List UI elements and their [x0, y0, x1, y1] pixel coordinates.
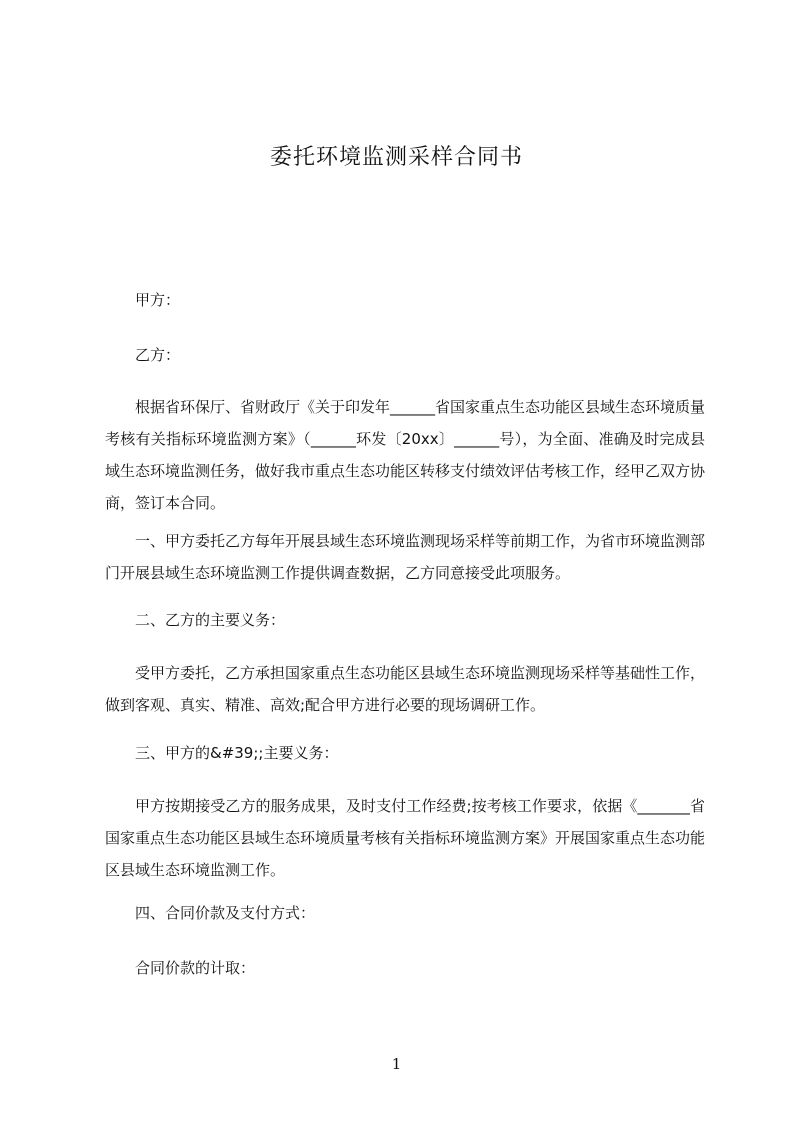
page-number: 1 [391, 1055, 402, 1073]
document-title: 委托环境监测采样合同书 [269, 145, 523, 170]
clause-2-body: 受甲方委托，乙方承担国家重点生态功能区县域生态环境监测现场采样等基础性工作，做到客观、真实、精准、高效;配合甲方进行必要的现场调研工作。 [105, 664, 706, 714]
paragraph-basis: 根据省环保厅、省财政厅《关于印发年______省国家重点生态功能区县域生态环境质量考核有关指标环境监测方案》（______环发〔20xx〕______号），为全面、准确及时完成县域生态环境监测任务，做好我市重点生态功能区转移支付绩效评估考核工作，经甲乙双方协商，签订本合同。 [105, 398, 706, 512]
party-a-label: 甲方： [135, 291, 181, 309]
price-calculation-heading: 合同价款的计取： [135, 959, 256, 977]
clause-2-heading: 二、乙方的主要义务： [135, 611, 286, 629]
clause-1: 一、甲方委托乙方每年开展县域生态环境监测现场采样等前期工作，为省市环境监测部门开展县域生态环境监测工作提供调查数据，乙方同意接受此项服务。 [105, 532, 706, 582]
clause-4-heading: 四、合同价款及支付方式： [135, 904, 316, 922]
party-b-label: 乙方： [135, 346, 181, 364]
clause-3-body: 甲方按期接受乙方的服务成果，及时支付工作经费;按考核工作要求，依据《_______省国家重点生态功能区县域生态环境质量考核有关指标环境监测方案》开展国家重点生态功能区县域生态环境监测工作。 [105, 797, 706, 879]
clause-3-heading: 三、甲方的&#39;;主要义务： [135, 744, 339, 762]
